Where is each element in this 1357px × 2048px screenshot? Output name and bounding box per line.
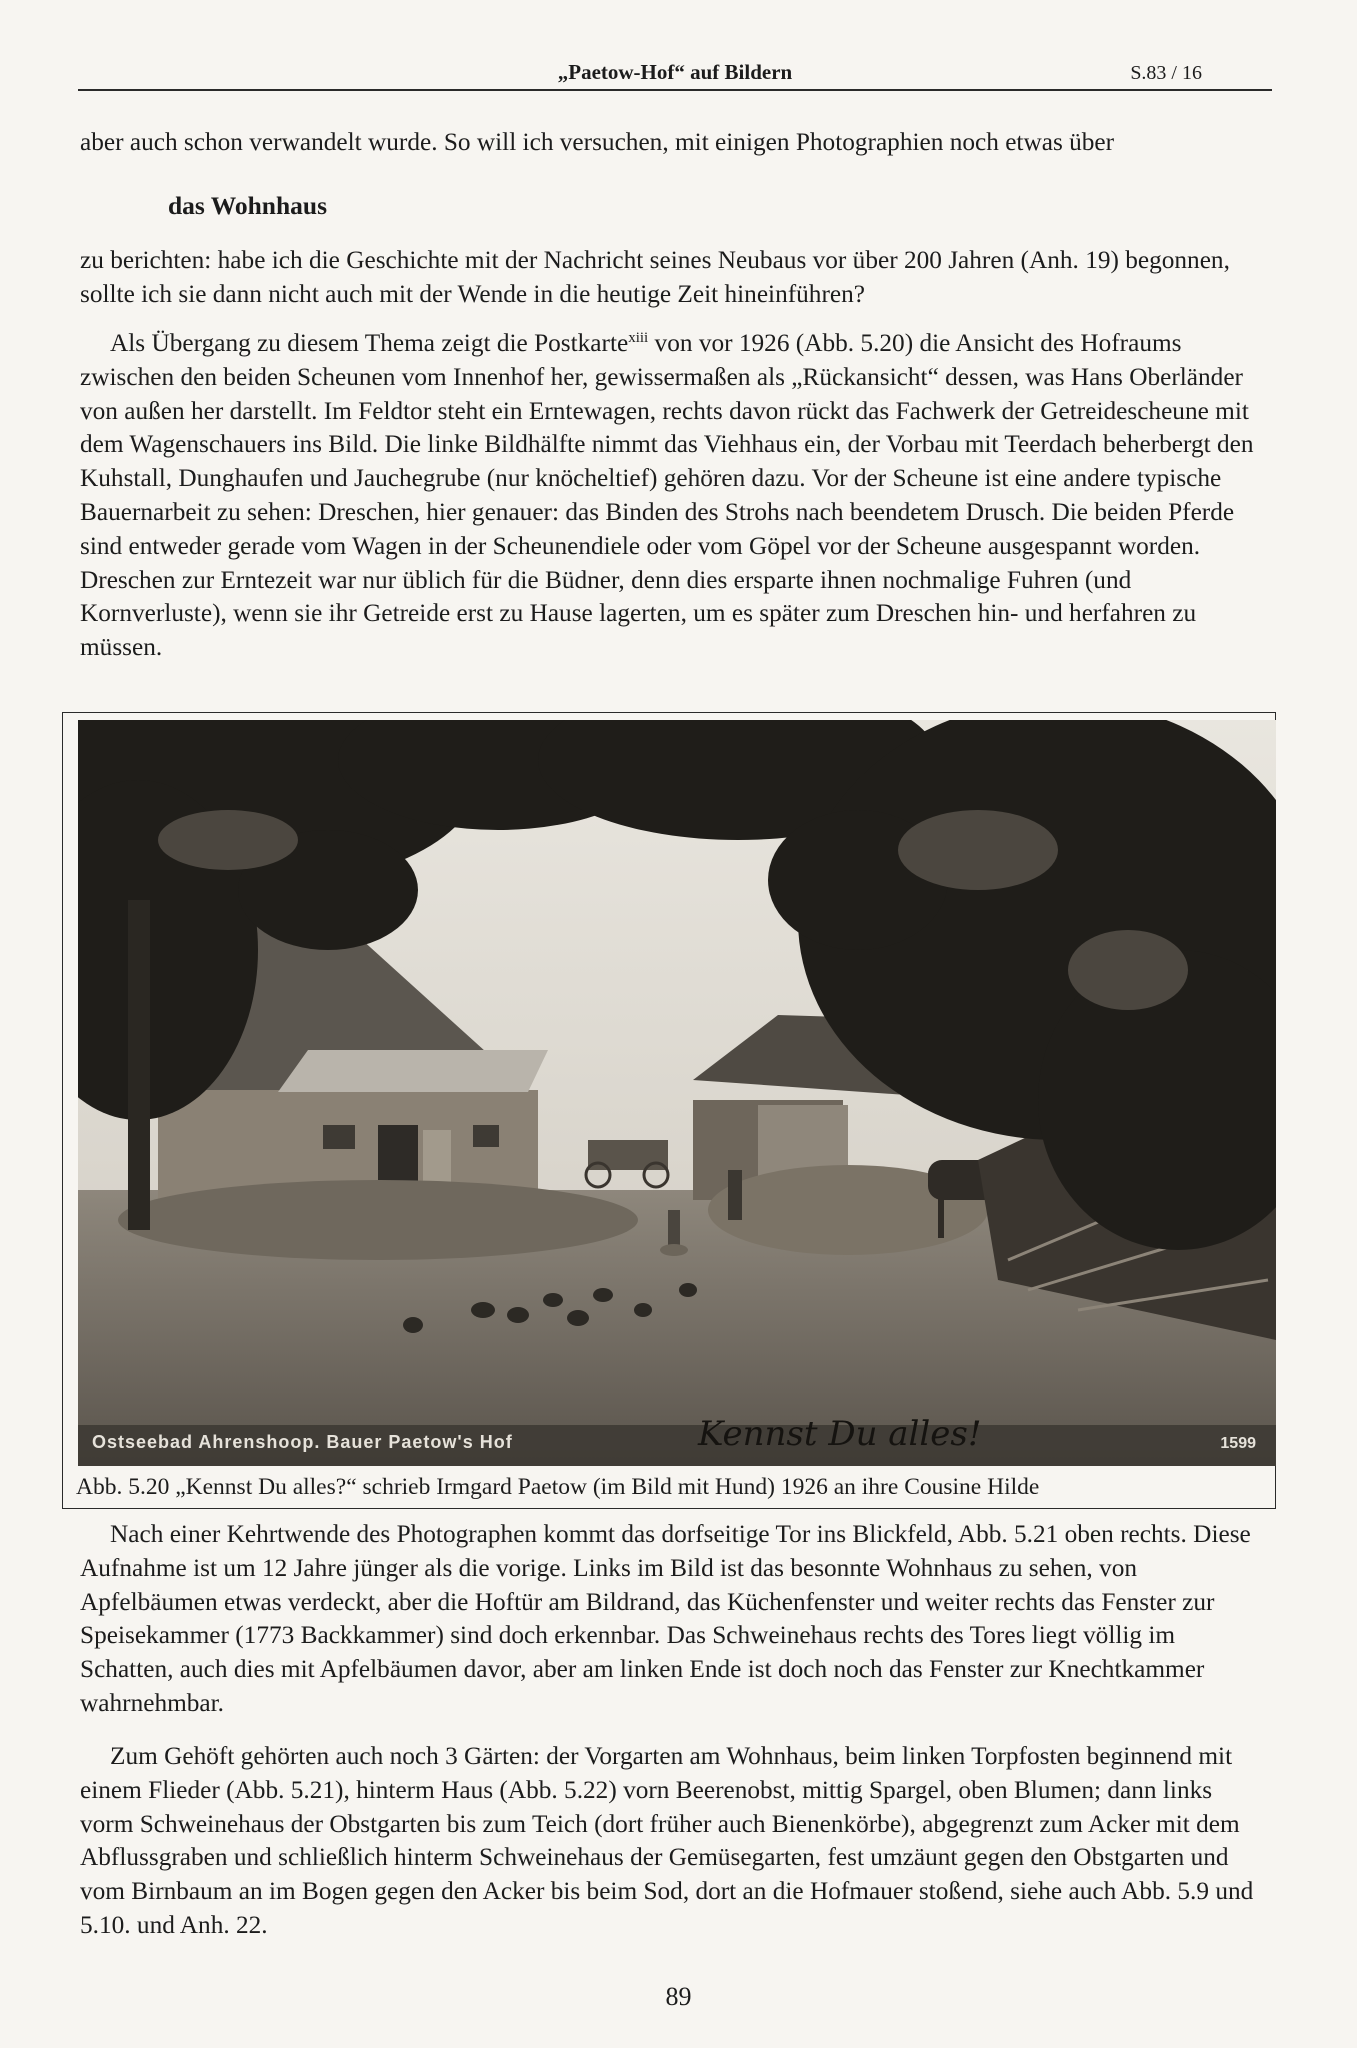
paragraph-postcard-rest: von vor 1926 (Abb. 5.20) die Ansicht des Hofraums zwischen den beiden Scheunen vom Innenhof her, gewissermaßen als „Rückansicht“ dessen, was Hans Oberländer von außen her darstellt. Im Feldtor steht ein Erntewagen, rechts davon rückt das Fachwerk der Getreidescheune mit dem Wagenschauers ins Bild. Die linke Bildhälfte nimmt das Viehhaus ein, der Vorbau mit Teerdach beherbergt den Kuhstall, Dunghaufen und Jauchegrube (nur knöcheltief) gehören dazu. Vor der Scheune ist eine andere typische Bauernarbeit zu sehen: Dreschen, hier genauer: das Binden des Strohs nach beendetem Drusch. Die beiden Pferde sind entweder gerade vom Wagen in der Scheunendiele oder vom Göpel vor der Scheune ausgespannt worden. Dreschen zur Erntezeit war nur üblich für die Büdner, denn dies ersparte ihnen nochmalige Fuhren (und Kornverluste), wenn sie ihr Getreide erst zu Hause lagerten, um es später zum Dreschen hin- und herfahren zu müssen. bbox=[80, 329, 1254, 662]
running-title: „Paetow-Hof“ auf Bildern bbox=[557, 60, 793, 84]
page-number: 89 bbox=[665, 1982, 692, 2011]
farmyard-photo bbox=[78, 720, 1276, 1466]
handwritten-note: Kennst Du alles! bbox=[698, 1414, 982, 1454]
paragraph-continue: zu berichten: habe ich die Geschichte mit der Nachricht seines Neubaus vor über 200 Jahren (Anh. 19) begonnen, sollte ich sie dann nicht auch mit der Wende in die heutige Zeit hineinführen? bbox=[80, 246, 1230, 308]
paragraph-intro: aber auch schon verwandelt wurde. So will ich versuchen, mit einigen Photographien noch etwas über bbox=[80, 128, 1115, 156]
photo-print-caption: Ostseebad Ahrenshoop. Bauer Paetow's Hof bbox=[92, 1432, 513, 1452]
header-rule bbox=[78, 89, 1272, 91]
photo-number: 1599 bbox=[1220, 1435, 1256, 1452]
figure-caption: Abb. 5.20 „Kennst Du alles?“ schrieb Irmgard Paetow (im Bild mit Hund) 1926 an ihre Cousine Hilde bbox=[76, 1474, 1040, 1500]
paragraph-postcard-start: Als Übergang zu diesem Thema zeigt die Postkarte bbox=[110, 329, 629, 357]
footnote-marker: xiii bbox=[628, 330, 649, 346]
section-heading: das Wohnhaus bbox=[168, 191, 328, 220]
paragraph-gardens: Zum Gehöft gehörten auch noch 3 Gärten: der Vorgarten am Wohnhaus, beim linken Torpfosten beginnend mit einem Flieder (Abb. 5.21), hinterm Haus (Abb. 5.22) vorn Beerenobst, mittig Spargel, oben Blumen; dann links vorm Schweinehaus der Obstgarten bis zum Teich (dort früher auch Bienenkörbe), abgegrenzt zum Acker mit dem Abflussgraben und schließlich hinterm Schweinehaus der Gemüsegarten, fest umzäunt gegen den Obstgarten und vom Birnbaum an im Bogen gegen den Acker bis beim Sod, dort an die Hofmauer stoßend, siehe auch Abb. 5.9 und 5.10. und Anh. 22. bbox=[80, 1742, 1254, 1939]
page-reference: S.83 / 16 bbox=[1130, 62, 1202, 84]
paragraph-postcard bbox=[80, 327, 1260, 665]
running-header bbox=[78, 58, 1272, 90]
paragraph-turn: Nach einer Kehrtwende des Photographen kommt das dorfseitige Tor ins Blickfeld, Abb. 5.21 oben rechts. Diese Aufnahme ist um 12 Jahre jünger als die vorige. Links im Bild ist das besonnte Wohnhaus zu sehen, von Apfelbäumen etwas verdeckt, aber die Hoftür am Bildrand, das Küchenfenster und weiter rechts das Fenster zur Speisekammer (1773 Backkammer) sind doch erkennbar. Das Schweinehaus rechts des Tores liegt völlig im Schatten, auch dies mit Apfelbäumen davor, aber am linken Ende ist doch noch das Fenster zur Knechtkammer wahrnehmbar. bbox=[80, 1520, 1251, 1717]
